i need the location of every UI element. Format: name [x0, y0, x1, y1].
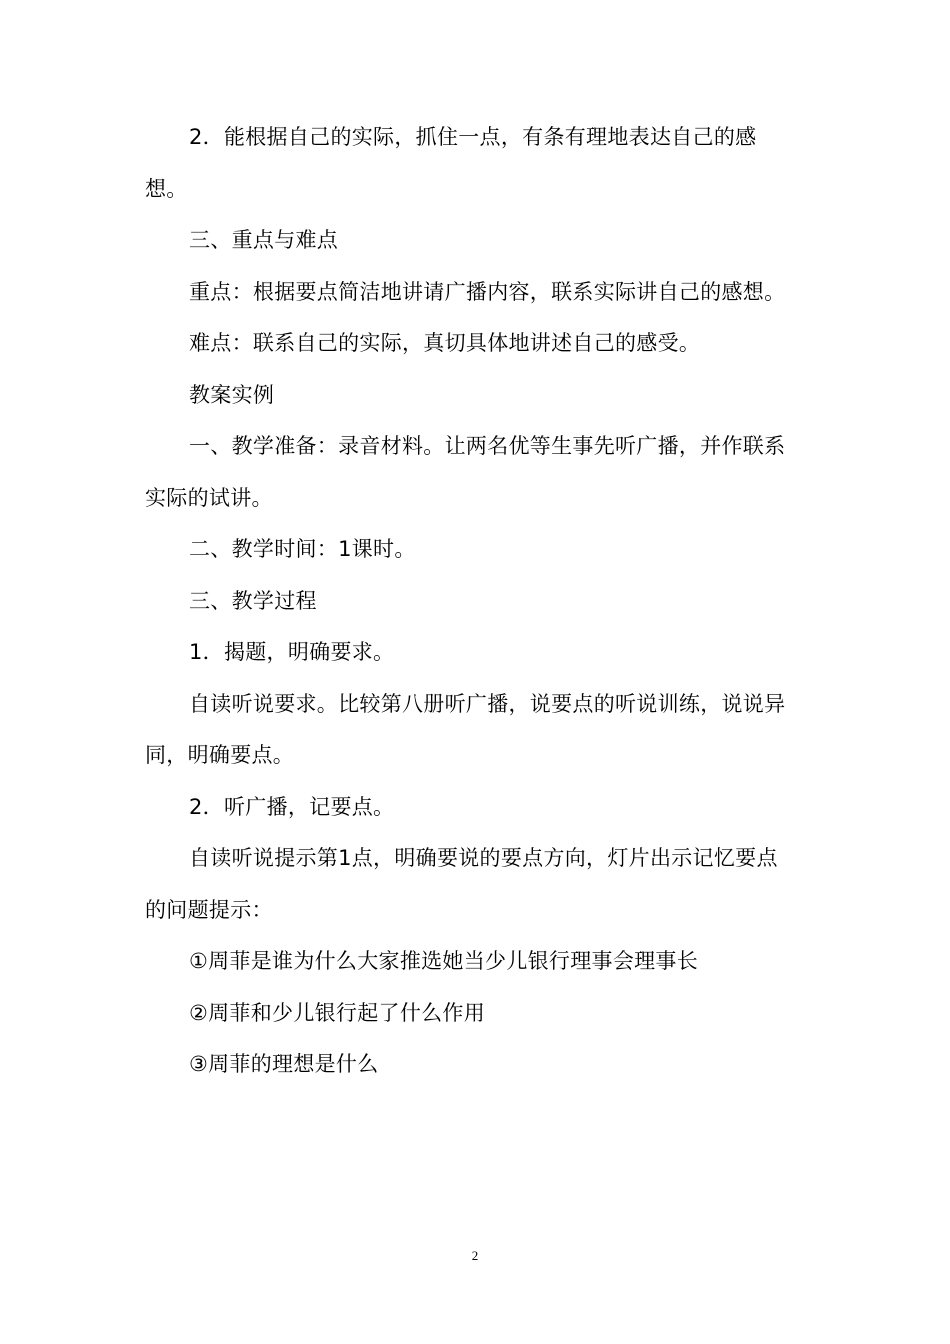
list-item-question-2: ②周菲和少儿银行起了什么作用 [189, 1000, 486, 1025]
paragraph-step-1: 1．揭题，明确要求。 [189, 640, 395, 664]
paragraph-preparation: 一、教学准备：录音材料。让两名优等生事先听广播，并作联系实际的试讲。 [145, 434, 786, 510]
document-body [145, 112, 795, 1091]
paragraph-time: 二、教学时间：1课时。 [189, 537, 416, 561]
paragraph-step-2-detail: 自读听说提示第1点，明确要说的要点方向，灯片出示记忆要点的问题提示： [145, 846, 778, 922]
paragraph-difficulty: 难点：联系自己的实际，真切具体地讲述自己的感受。 [189, 331, 701, 355]
paragraph-focus: 重点：根据要点简洁地讲请广播内容，联系实际讲自己的感想。 [189, 279, 786, 304]
heading-process: 三、教学过程 [189, 588, 317, 613]
page-number: 2 [471, 1248, 479, 1263]
heading-key-points: 三、重点与难点 [189, 228, 339, 252]
list-item-question-3: ③周菲的理想是什么 [189, 1052, 379, 1076]
paragraph-step-2: 2．听广播，记要点。 [189, 794, 395, 819]
list-item-question-1: ①周菲是谁为什么大家推选她当少儿银行理事会理事长 [189, 949, 699, 973]
paragraph-objective-2: 2．能根据自己的实际，抓住一点，有条有理地表达自己的感想。 [145, 125, 757, 201]
heading-lesson-example: 教案实例 [189, 382, 275, 407]
paragraph-step-1-detail: 自读听说要求。比较第八册听广播，说要点的听说训练，说说异同，明确要点。 [145, 691, 786, 767]
